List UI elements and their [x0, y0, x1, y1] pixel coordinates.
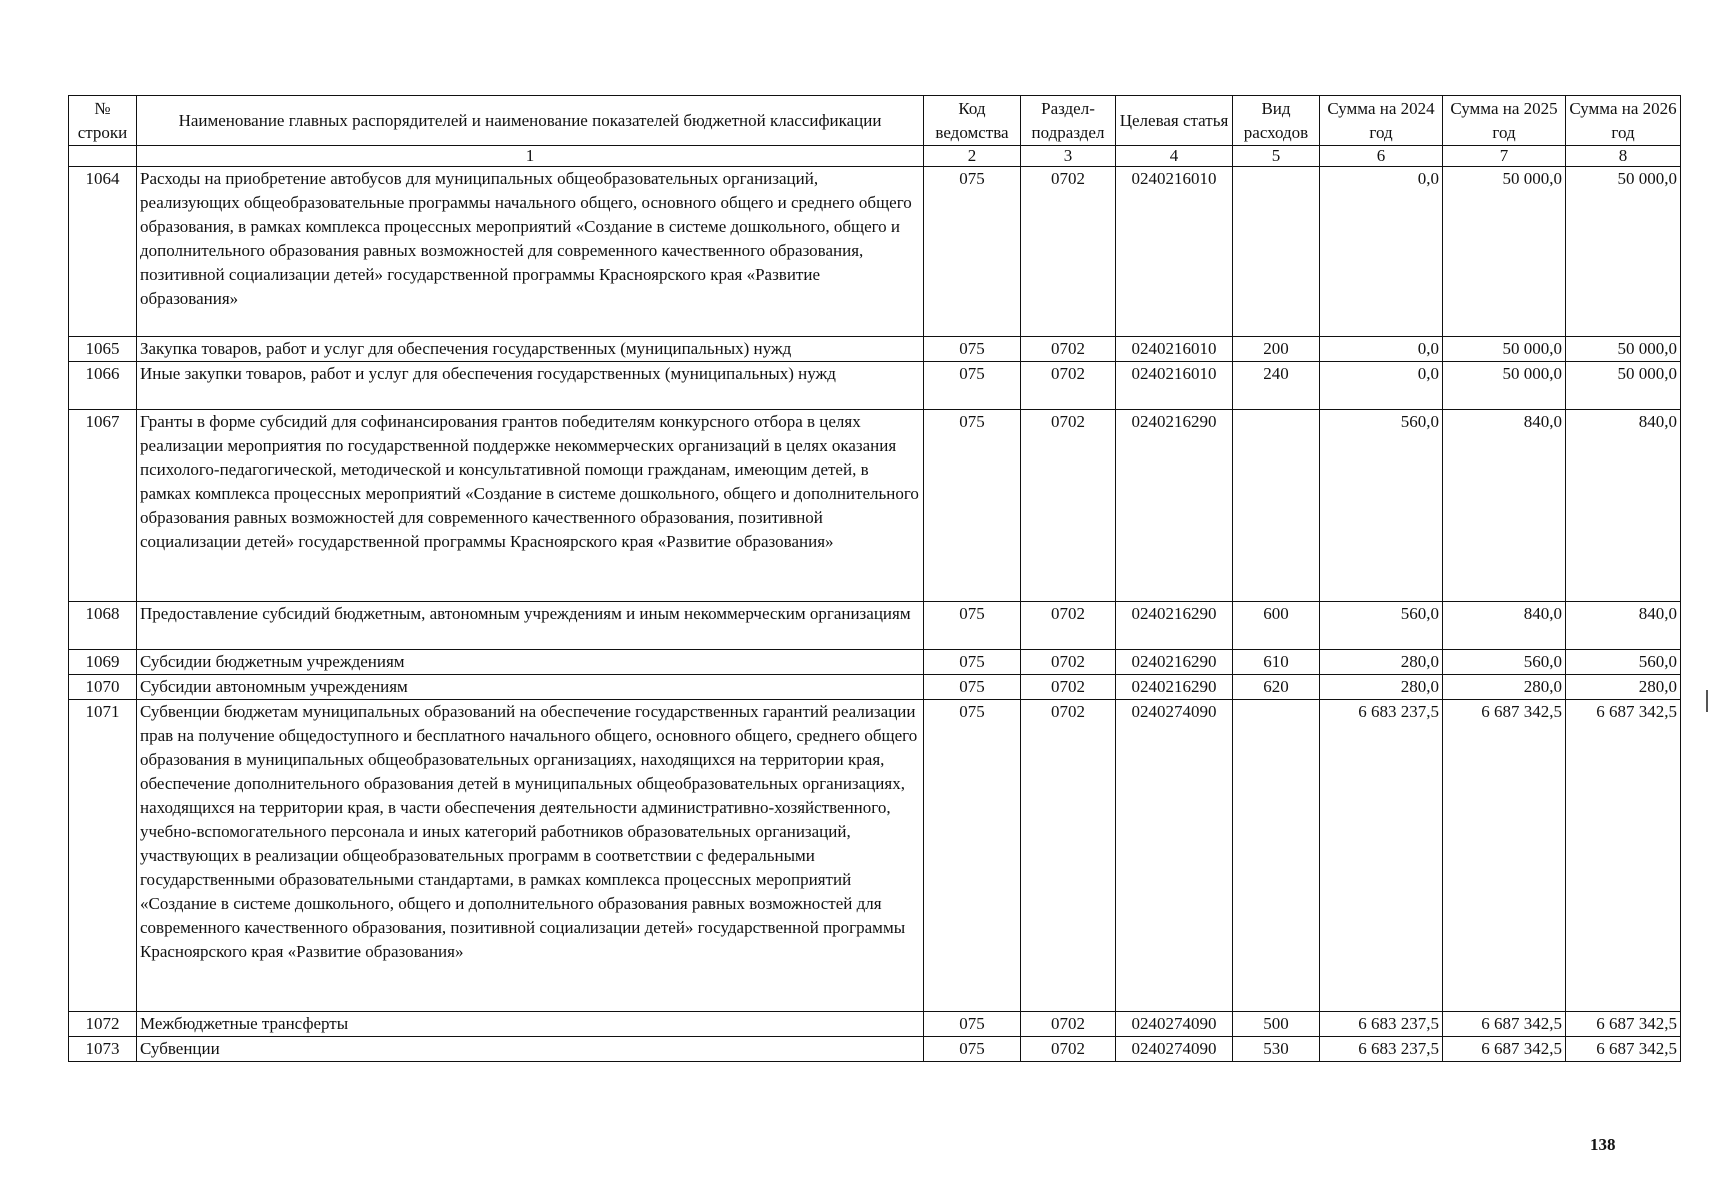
row-sum-2024: 0,0	[1320, 362, 1443, 410]
row-number: 1064	[69, 167, 137, 337]
row-sum-2024: 560,0	[1320, 602, 1443, 650]
row-sum-2026: 280,0	[1566, 675, 1681, 700]
table-row	[69, 167, 1681, 337]
row-section: 0702	[1021, 602, 1116, 650]
row-sum-2024: 6 683 237,5	[1320, 1012, 1443, 1037]
table-row	[69, 675, 1681, 700]
row-name: Предоставление субсидий бюджетным, автономным учреждениям и иным некоммерческим организациям	[137, 602, 924, 650]
row-target: 0240274090	[1116, 700, 1233, 1012]
row-sum-2024: 0,0	[1320, 337, 1443, 362]
row-sum-2025: 50 000,0	[1443, 167, 1566, 337]
row-name: Иные закупки товаров, работ и услуг для обеспечения государственных (муниципальных) нужд	[137, 362, 924, 410]
row-sum-2024: 280,0	[1320, 675, 1443, 700]
header-section: Раздел-подраздел	[1021, 96, 1116, 146]
row-name: Субсидии бюджетным учреждениям	[137, 650, 924, 675]
row-sum-2024: 560,0	[1320, 410, 1443, 602]
row-number: 1069	[69, 650, 137, 675]
row-target: 0240216290	[1116, 602, 1233, 650]
table-row	[69, 1037, 1681, 1062]
row-target: 0240216010	[1116, 337, 1233, 362]
header-target: Целевая статья	[1116, 96, 1233, 146]
table-row	[69, 602, 1681, 650]
row-section: 0702	[1021, 167, 1116, 337]
row-target: 0240216290	[1116, 675, 1233, 700]
colnum-5: 5	[1233, 146, 1320, 167]
row-type: 500	[1233, 1012, 1320, 1037]
row-number: 1073	[69, 1037, 137, 1062]
row-sum-2025: 6 687 342,5	[1443, 1012, 1566, 1037]
row-sum-2025: 840,0	[1443, 410, 1566, 602]
row-sum-2026: 840,0	[1566, 602, 1681, 650]
header-expense-type: Вид расходов	[1233, 96, 1320, 146]
column-number-row	[69, 146, 1681, 167]
row-number: 1066	[69, 362, 137, 410]
row-type: 530	[1233, 1037, 1320, 1062]
row-sum-2024: 6 683 237,5	[1320, 1037, 1443, 1062]
row-dept: 075	[924, 650, 1021, 675]
row-section: 0702	[1021, 650, 1116, 675]
row-name: Межбюджетные трансферты	[137, 1012, 924, 1037]
row-type: 610	[1233, 650, 1320, 675]
row-section: 0702	[1021, 362, 1116, 410]
row-type: 600	[1233, 602, 1320, 650]
table-row	[69, 1012, 1681, 1037]
row-number: 1071	[69, 700, 137, 1012]
row-sum-2026: 6 687 342,5	[1566, 1012, 1681, 1037]
row-dept: 075	[924, 1037, 1021, 1062]
row-dept: 075	[924, 362, 1021, 410]
table-row	[69, 700, 1681, 1012]
row-name: Закупка товаров, работ и услуг для обеспечения государственных (муниципальных) нужд	[137, 337, 924, 362]
row-sum-2024: 0,0	[1320, 167, 1443, 337]
row-section: 0702	[1021, 1037, 1116, 1062]
row-type	[1233, 410, 1320, 602]
row-name: Расходы на приобретение автобусов для муниципальных общеобразовательных организаций, реализующих общеобразовательные программы начального общего, основного общего и среднего общего образования, в рамках комплекса процессных мероприятий «Создание в системе дошкольного, общего и дополнительного образования равных возможностей для современного качественного образования, позитивной социализации детей» государственной программы Красноярского края «Развитие образования»	[137, 167, 924, 337]
colnum-2: 2	[924, 146, 1021, 167]
table-header-row	[69, 96, 1681, 146]
table-row	[69, 337, 1681, 362]
budget-table	[68, 95, 1681, 1062]
colnum-1: 1	[137, 146, 924, 167]
row-number: 1070	[69, 675, 137, 700]
row-sum-2026: 50 000,0	[1566, 362, 1681, 410]
row-sum-2025: 50 000,0	[1443, 337, 1566, 362]
header-sum-2024: Сумма на 2024 год	[1320, 96, 1443, 146]
row-target: 0240216290	[1116, 650, 1233, 675]
row-number: 1068	[69, 602, 137, 650]
row-type: 620	[1233, 675, 1320, 700]
row-target: 0240216290	[1116, 410, 1233, 602]
row-name: Гранты в форме субсидий для софинансирования грантов победителям конкурсного отбора в целях реализации мероприятия по государственной поддержке некоммерческих организаций в целях оказания психолого-педагогической, методической и консультативной помощи гражданам, имеющим детей, в рамках комплекса процессных мероприятий «Создание в системе дошкольного, общего и дополнительного образования равных возможностей для современного качественного образования, позитивной социализации детей» государственной программы Красноярского края «Развитие образования»	[137, 410, 924, 602]
row-dept: 075	[924, 602, 1021, 650]
row-sum-2025: 560,0	[1443, 650, 1566, 675]
row-section: 0702	[1021, 700, 1116, 1012]
row-dept: 075	[924, 675, 1021, 700]
row-dept: 075	[924, 410, 1021, 602]
row-type	[1233, 700, 1320, 1012]
row-name: Субсидии автономным учреждениям	[137, 675, 924, 700]
colnum-7: 7	[1443, 146, 1566, 167]
row-sum-2024: 6 683 237,5	[1320, 700, 1443, 1012]
header-dept-code: Код ведомства	[924, 96, 1021, 146]
row-target: 0240274090	[1116, 1037, 1233, 1062]
row-sum-2026: 560,0	[1566, 650, 1681, 675]
row-sum-2026: 50 000,0	[1566, 337, 1681, 362]
row-section: 0702	[1021, 410, 1116, 602]
row-number: 1072	[69, 1012, 137, 1037]
row-sum-2024: 280,0	[1320, 650, 1443, 675]
row-sum-2025: 6 687 342,5	[1443, 1037, 1566, 1062]
page-number: 138	[1590, 1135, 1616, 1154]
row-sum-2026: 840,0	[1566, 410, 1681, 602]
colnum-8: 8	[1566, 146, 1681, 167]
table-row	[69, 650, 1681, 675]
header-name: Наименование главных распорядителей и наименование показателей бюджетной классификации	[137, 96, 924, 146]
row-type	[1233, 167, 1320, 337]
row-type: 200	[1233, 337, 1320, 362]
row-sum-2026: 6 687 342,5	[1566, 700, 1681, 1012]
table-row	[69, 362, 1681, 410]
row-type: 240	[1233, 362, 1320, 410]
colnum-3: 3	[1021, 146, 1116, 167]
row-number: 1067	[69, 410, 137, 602]
row-name: Субвенции бюджетам муниципальных образований на обеспечение государственных гарантий реализации прав на получение общедоступного и бесплатного начального общего, основного общего, среднего общего образования в муниципальных общеобразовательных организациях, находящихся на территории края, обеспечение дополнительного образования детей в муниципальных общеобразовательных организациях, находящихся на территории края, в части обеспечения деятельности административно-хозяйственного, учебно-вспомогательного персонала и иных категорий работников образовательных организаций, участвующих в реализации общеобразовательных программ в соответствии с федеральными государственными образовательными стандартами, в рамках комплекса процессных мероприятий «Создание в системе дошкольного, общего и дополнительного образования равных возможностей для современного качественного образования, позитивной социализации детей» государственной программы Красноярского края «Развитие образования»	[137, 700, 924, 1012]
row-dept: 075	[924, 167, 1021, 337]
row-dept: 075	[924, 700, 1021, 1012]
colnum-6: 6	[1320, 146, 1443, 167]
scan-artifact-mark	[1706, 690, 1708, 712]
header-sum-2026: Сумма на 2026 год	[1566, 96, 1681, 146]
row-target: 0240216010	[1116, 167, 1233, 337]
row-section: 0702	[1021, 1012, 1116, 1037]
colnum-0	[69, 146, 137, 167]
row-sum-2025: 840,0	[1443, 602, 1566, 650]
row-number: 1065	[69, 337, 137, 362]
row-section: 0702	[1021, 675, 1116, 700]
colnum-4: 4	[1116, 146, 1233, 167]
header-sum-2025: Сумма на 2025 год	[1443, 96, 1566, 146]
header-row-number: № строки	[69, 96, 137, 146]
row-sum-2025: 50 000,0	[1443, 362, 1566, 410]
row-dept: 075	[924, 337, 1021, 362]
row-sum-2026: 6 687 342,5	[1566, 1037, 1681, 1062]
row-sum-2025: 6 687 342,5	[1443, 700, 1566, 1012]
table-row	[69, 410, 1681, 602]
row-sum-2026: 50 000,0	[1566, 167, 1681, 337]
row-sum-2025: 280,0	[1443, 675, 1566, 700]
row-section: 0702	[1021, 337, 1116, 362]
row-dept: 075	[924, 1012, 1021, 1037]
row-target: 0240216010	[1116, 362, 1233, 410]
row-name: Субвенции	[137, 1037, 924, 1062]
row-target: 0240274090	[1116, 1012, 1233, 1037]
